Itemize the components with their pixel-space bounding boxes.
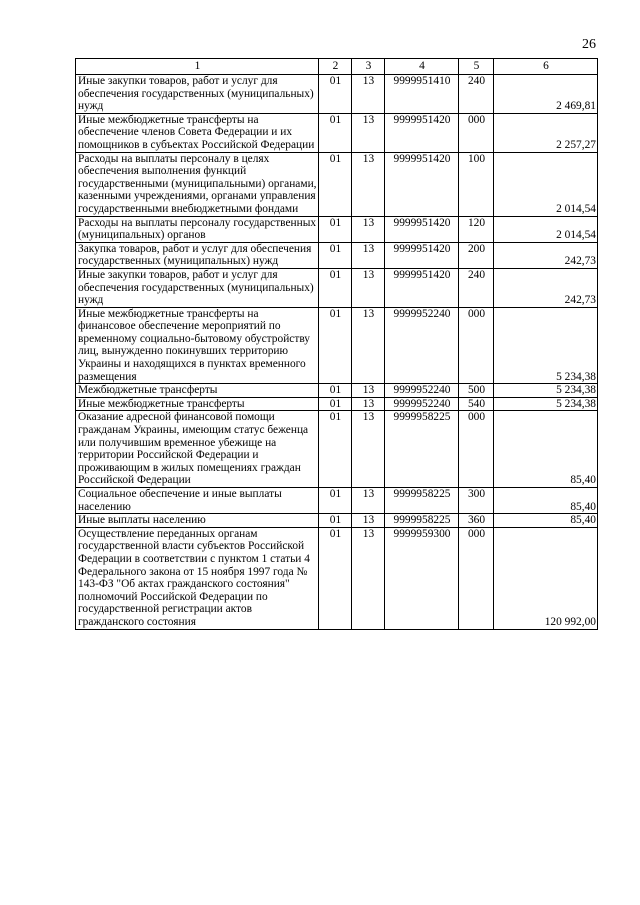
table-row [76, 152, 598, 216]
row-col-5: 240 [459, 268, 494, 307]
row-col-2: 01 [319, 488, 352, 514]
row-col-3: 13 [352, 152, 385, 216]
header-cell: 2 [319, 59, 352, 75]
row-col-4: 9999959300 [385, 527, 459, 629]
row-col-4: 9999952240 [385, 397, 459, 411]
row-col-3: 13 [352, 75, 385, 114]
row-col-4: 9999951420 [385, 152, 459, 216]
row-col-2: 01 [319, 527, 352, 629]
row-col-5: 000 [459, 307, 494, 384]
row-name: Иные межбюджетные трансферты на финансовое обеспечение мероприятий по временному социально-бытовому обустройству лиц, вынужденно покинувших территорию Украины и находящихся в пунктах временного размещения [76, 307, 319, 384]
row-col-2: 01 [319, 113, 352, 152]
row-col-3: 13 [352, 384, 385, 398]
header-cell: 4 [385, 59, 459, 75]
row-col-5: 000 [459, 113, 494, 152]
row-amount: 2 014,54 [494, 152, 598, 216]
budget-table [75, 58, 598, 630]
row-col-5: 200 [459, 242, 494, 268]
row-name: Закупка товаров, работ и услуг для обеспечения государственных (муниципальных) нужд [76, 242, 319, 268]
row-col-5: 540 [459, 397, 494, 411]
row-name: Иные межбюджетные трансферты на обеспечение членов Совета Федерации и их помощников в субъектах Российской Федерации [76, 113, 319, 152]
header-cell: 6 [494, 59, 598, 75]
row-amount: 5 234,38 [494, 397, 598, 411]
row-amount: 85,40 [494, 411, 598, 488]
row-col-3: 13 [352, 527, 385, 629]
row-name: Иные выплаты населению [76, 514, 319, 528]
row-amount: 5 234,38 [494, 384, 598, 398]
row-col-3: 13 [352, 216, 385, 242]
table-row [76, 411, 598, 488]
row-col-3: 13 [352, 113, 385, 152]
row-col-2: 01 [319, 384, 352, 398]
row-col-3: 13 [352, 397, 385, 411]
row-col-2: 01 [319, 242, 352, 268]
row-col-2: 01 [319, 397, 352, 411]
row-col-3: 13 [352, 242, 385, 268]
table-row [76, 242, 598, 268]
header-cell: 3 [352, 59, 385, 75]
row-col-3: 13 [352, 268, 385, 307]
row-col-5: 000 [459, 527, 494, 629]
row-col-4: 9999951420 [385, 268, 459, 307]
row-col-5: 120 [459, 216, 494, 242]
row-col-3: 13 [352, 514, 385, 528]
row-col-5: 240 [459, 75, 494, 114]
table-row [76, 268, 598, 307]
row-name: Иные межбюджетные трансферты [76, 397, 319, 411]
row-col-2: 01 [319, 514, 352, 528]
row-name: Расходы на выплаты персоналу в целях обеспечения выполнения функций государственными (муниципальными) органами, казенными учреждениями, органами управления государственными внебюджетными фондами [76, 152, 319, 216]
row-name: Иные закупки товаров, работ и услуг для обеспечения государственных (муниципальных) нужд [76, 75, 319, 114]
row-col-4: 9999951420 [385, 216, 459, 242]
row-amount: 85,40 [494, 488, 598, 514]
row-col-4: 9999952240 [385, 307, 459, 384]
table-header-row [76, 59, 598, 75]
row-col-3: 13 [352, 307, 385, 384]
row-col-2: 01 [319, 75, 352, 114]
table-row [76, 307, 598, 384]
row-name: Осуществление переданных органам государственной власти субъектов Российской Федерации в соответствии с пунктом 1 статьи 4 Федерального закона от 15 ноября 1997 года № 143-ФЗ "Об актах гражданского состояния" полномочий Российской Федерации по государственной регистрации актов гражданского состояния [76, 527, 319, 629]
row-amount: 2 469,81 [494, 75, 598, 114]
row-col-2: 01 [319, 216, 352, 242]
table-row [76, 384, 598, 398]
table-row [76, 488, 598, 514]
row-name: Межбюджетные трансферты [76, 384, 319, 398]
table-row [76, 397, 598, 411]
header-cell: 1 [76, 59, 319, 75]
row-col-5: 500 [459, 384, 494, 398]
row-col-2: 01 [319, 411, 352, 488]
table-row [76, 216, 598, 242]
row-amount: 85,40 [494, 514, 598, 528]
table-row [76, 527, 598, 629]
row-col-5: 000 [459, 411, 494, 488]
table-row [76, 514, 598, 528]
row-name: Расходы на выплаты персоналу государственных (муниципальных) органов [76, 216, 319, 242]
row-col-4: 9999958225 [385, 514, 459, 528]
row-col-4: 9999958225 [385, 488, 459, 514]
row-col-5: 360 [459, 514, 494, 528]
row-col-2: 01 [319, 152, 352, 216]
row-name: Оказание адресной финансовой помощи гражданам Украины, имеющим статус беженца или получившим временное убежище на территории Российской Федерации и проживающим в жилых помещениях граждан Российской Федерации [76, 411, 319, 488]
header-cell: 5 [459, 59, 494, 75]
row-col-4: 9999951420 [385, 242, 459, 268]
row-name: Социальное обеспечение и иные выплаты населению [76, 488, 319, 514]
row-amount: 2 257,27 [494, 113, 598, 152]
row-col-5: 300 [459, 488, 494, 514]
row-name: Иные закупки товаров, работ и услуг для обеспечения государственных (муниципальных) нужд [76, 268, 319, 307]
table-row [76, 75, 598, 114]
page-number: 26 [582, 37, 596, 52]
row-amount: 242,73 [494, 268, 598, 307]
row-amount: 5 234,38 [494, 307, 598, 384]
row-col-3: 13 [352, 411, 385, 488]
row-col-4: 9999951420 [385, 113, 459, 152]
row-col-5: 100 [459, 152, 494, 216]
row-col-4: 9999951410 [385, 75, 459, 114]
row-col-2: 01 [319, 307, 352, 384]
table-row [76, 113, 598, 152]
row-amount: 242,73 [494, 242, 598, 268]
row-amount: 2 014,54 [494, 216, 598, 242]
row-col-2: 01 [319, 268, 352, 307]
row-col-4: 9999958225 [385, 411, 459, 488]
row-amount: 120 992,00 [494, 527, 598, 629]
row-col-3: 13 [352, 488, 385, 514]
row-col-4: 9999952240 [385, 384, 459, 398]
